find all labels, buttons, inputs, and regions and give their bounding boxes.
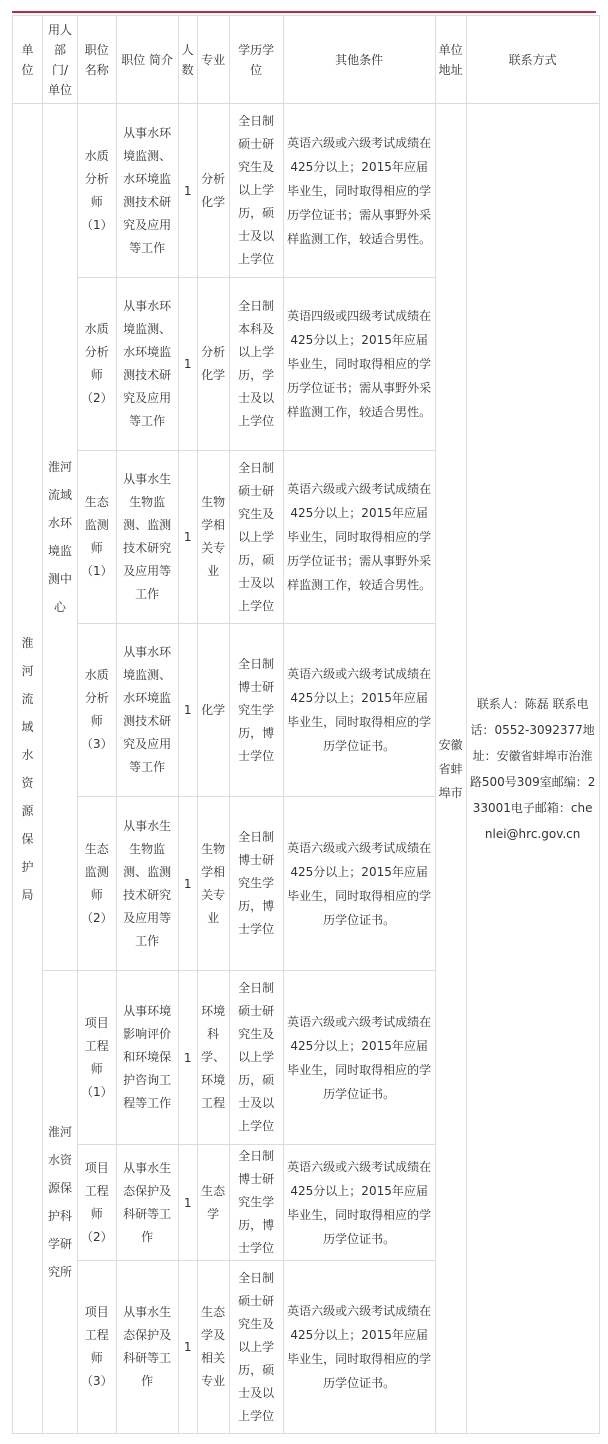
position-intro: 从事水环境监测、水环境监测技术研究及应用等工作 [116,624,178,797]
header-dept: 用人部门/单位 [43,16,78,104]
position-count: 1 [178,451,197,624]
position-intro: 从事水环境监测、水环境监测技术研究及应用等工作 [116,278,178,451]
position-conditions: 英语六级或六级考试成绩在425分以上；2015年应届毕业生，同时取得相应的学历学位证书；需从事野外采样监测工作，较适合男性。 [283,451,435,624]
department-cell: 淮河流域水环境监测中心 [43,104,78,971]
header-intro: 职位 简介 [116,16,178,104]
position-conditions: 英语六级或六级考试成绩在425分以上；2015年应届毕业生，同时取得相应的学历学位证书。 [283,971,435,1145]
position-conditions: 英语六级或六级考试成绩在425分以上；2015年应届毕业生，同时取得相应的学历学位证书。 [283,797,435,971]
position-title: 生态监测师（1） [78,451,117,624]
header-cond: 其他条件 [283,16,435,104]
position-title: 水质分析师（3） [78,624,117,797]
position-conditions: 英语六级或六级考试成绩在425分以上；2015年应届毕业生，同时取得相应的学历学位证书。 [283,1261,435,1434]
header-count: 人数 [178,16,197,104]
position-major: 生物学相关专业 [197,451,229,624]
position-education: 全日制硕士研究生及以上学历，硕士及以上学位 [229,104,283,278]
position-major: 生物学相关专业 [197,797,229,971]
position-count: 1 [178,104,197,278]
contact-cell: 联系人：陈磊 联系电话：0552-3092377地址：安徽省蚌埠市治淮路500号309室邮编：233001电子邮箱：chenlei@hrc.gov.cn [466,104,599,1434]
position-conditions: 英语四级或四级考试成绩在425分以上；2015年应届毕业生，同时取得相应的学历学位证书；需从事野外采样监测工作，较适合男性。 [283,278,435,451]
position-education: 全日制博士研究生学历，博士学位 [229,1145,283,1261]
recruitment-table [12,15,600,1434]
position-intro: 从事水生生物监测、监测技术研究及应用等工作 [116,451,178,624]
position-count: 1 [178,624,197,797]
position-major: 化学 [197,624,229,797]
position-education: 全日制硕士研究生及以上学历，硕士及以上学位 [229,451,283,624]
position-title: 水质分析师（1） [78,104,117,278]
position-major: 分析化学 [197,104,229,278]
position-title: 项目工程师（3） [78,1261,117,1434]
position-education: 全日制博士研究生学历，博士学位 [229,624,283,797]
position-title: 项目工程师（2） [78,1145,117,1261]
position-intro: 从事水环境监测、水环境监测技术研究及应用等工作 [116,104,178,278]
address-cell: 安徽省蚌埠市 [435,104,466,1434]
position-intro: 从事水生态保护及科研等工作 [116,1261,178,1434]
position-count: 1 [178,797,197,971]
header-major: 专业 [197,16,229,104]
position-conditions: 英语六级或六级考试成绩在425分以上；2015年应届毕业生，同时取得相应的学历学位证书；需从事野外采样监测工作，较适合男性。 [283,104,435,278]
header-edu: 学历学位 [229,16,283,104]
position-major: 生态学及相关专业 [197,1261,229,1434]
unit-cell: 淮河流域水资源保护局 [13,104,43,1434]
position-count: 1 [178,1261,197,1434]
position-title: 项目工程师（1） [78,971,117,1145]
position-conditions: 英语六级或六级考试成绩在425分以上；2015年应届毕业生，同时取得相应的学历学位证书。 [283,1145,435,1261]
header-title: 职位名称 [78,16,117,104]
position-count: 1 [178,278,197,451]
position-education: 全日制硕士研究生及以上学历，硕士及以上学位 [229,1261,283,1434]
position-intro: 从事水生生物监测、监测技术研究及应用等工作 [116,797,178,971]
position-title: 生态监测师（2） [78,797,117,971]
position-count: 1 [178,1145,197,1261]
header-row [13,16,600,104]
position-conditions: 英语六级或六级考试成绩在425分以上；2015年应届毕业生，同时取得相应的学历学位证书。 [283,624,435,797]
header-contact: 联系方式 [466,16,599,104]
position-education: 全日制本科及以上学历，学士及以上学位 [229,278,283,451]
position-major: 环境科学、环境工程 [197,971,229,1145]
position-major: 生态学 [197,1145,229,1261]
position-education: 全日制博士研究生学历，博士学位 [229,797,283,971]
position-intro: 从事环境影响评价和环境保护咨询工程等工作 [116,971,178,1145]
top-accent-line [12,11,596,13]
header-addr: 单位地址 [435,16,466,104]
table-row [13,104,600,278]
header-unit: 单位 [13,16,43,104]
position-intro: 从事水生态保护及科研等工作 [116,1145,178,1261]
position-major: 分析化学 [197,278,229,451]
position-count: 1 [178,971,197,1145]
position-education: 全日制硕士研究生及以上学历，硕士及以上学位 [229,971,283,1145]
department-cell: 淮河水资源保护科学研究所 [43,971,78,1434]
position-title: 水质分析师（2） [78,278,117,451]
